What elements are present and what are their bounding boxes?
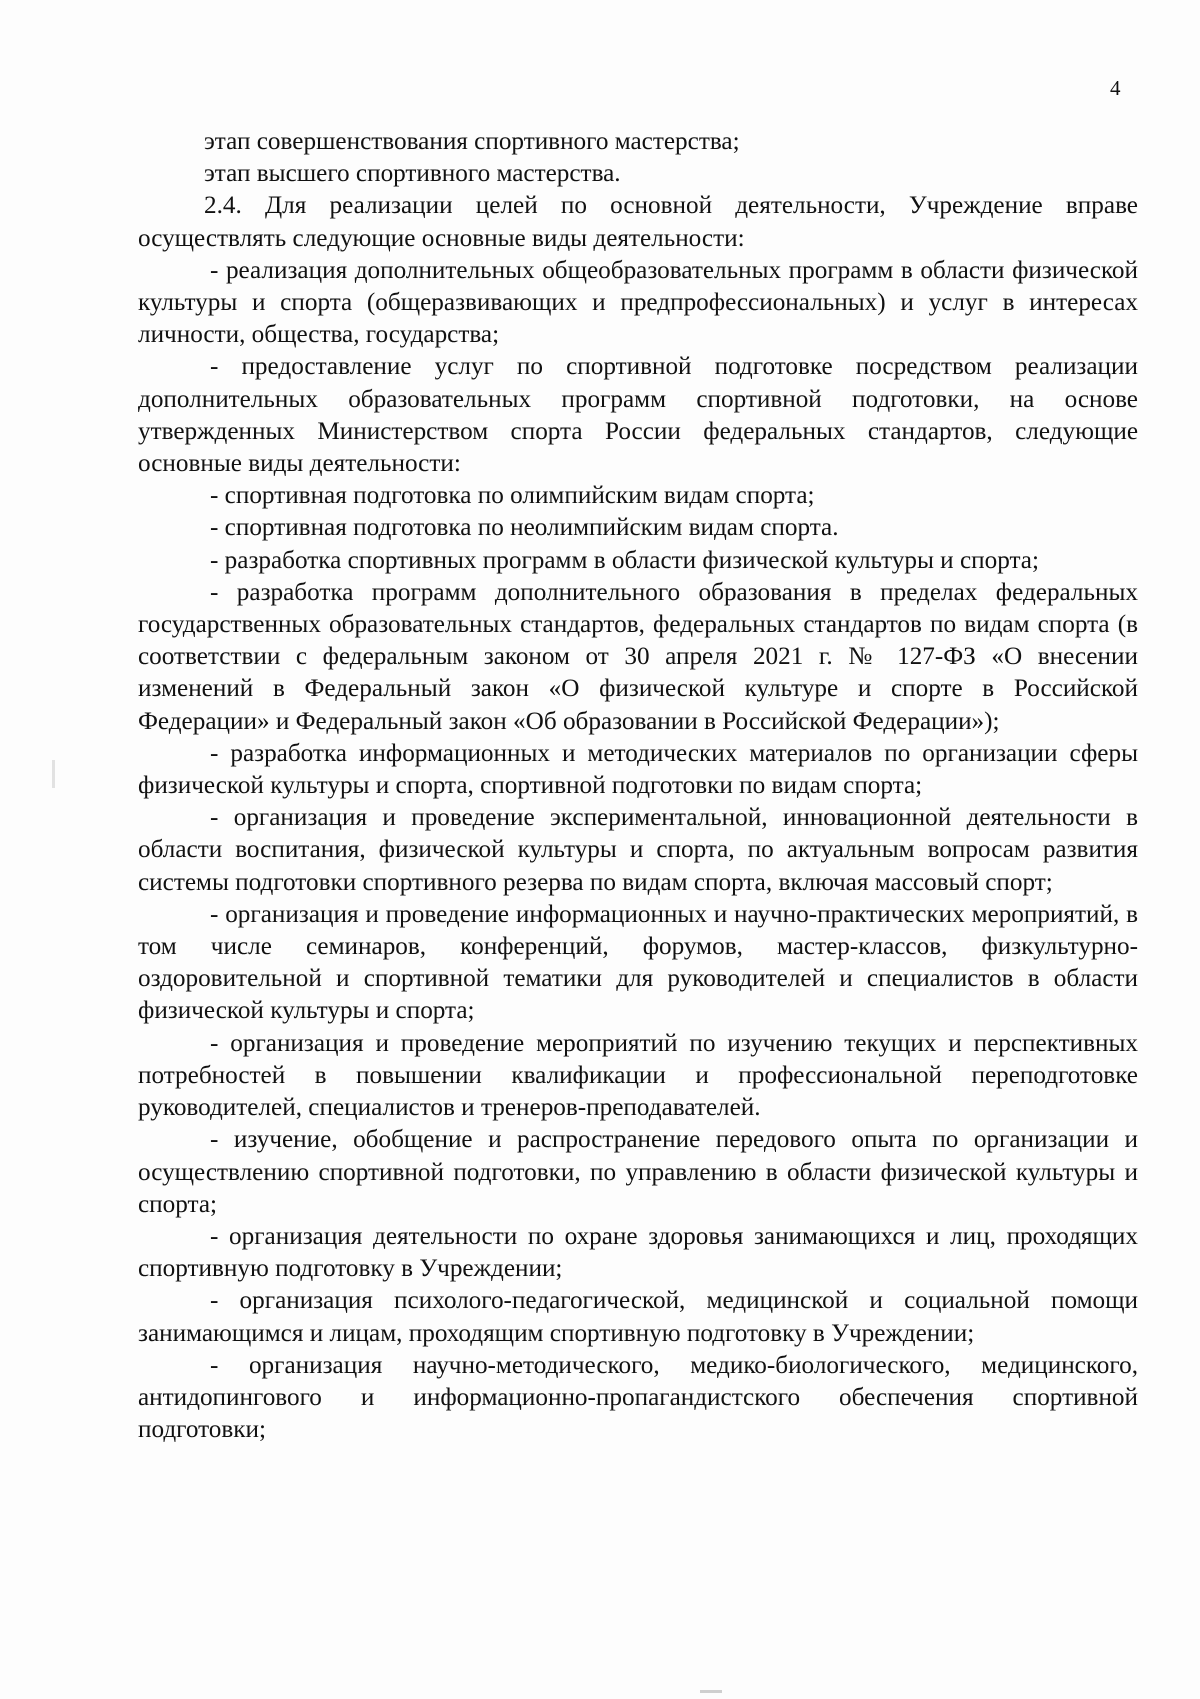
paragraph-14: - изучение, обобщение и распространение передового опыта по организации и осуществлению спортивной подготовки, по управлению в области физической культуры и спорта; [138, 1126, 1138, 1218]
scan-mark-left [52, 760, 55, 788]
document-body [138, 126, 1138, 1446]
paragraph-8: - разработка спортивных программ в области физической культуры и спорта; [210, 546, 1039, 574]
paragraph-9: - разработка программ дополнительного образования в пределах федеральных государственных образовательных стандартов, федеральных стандартов по видам спорта (в соответствии с федеральным законом от 30 апреля 2021 г. № 127-ФЗ «О внесении изменений в Федеральный закон «О физической культуре и спорте в Российской Федерации» и Федеральный закон «Об образовании в Российской Федерации»); [138, 578, 1138, 735]
paragraph-3: 2.4. Для реализации целей по основной деятельности, Учреждение вправе осуществлять следующие основные виды деятельности: [138, 192, 1138, 252]
paragraph-16: - организация психолого-педагогической, медицинской и социальной помощи занимающимся и лицам, проходящим спортивную подготовку в Учреждении; [138, 1287, 1138, 1347]
paragraph-1: этап совершенствования спортивного мастерства; [204, 128, 740, 155]
paragraph-7: - спортивная подготовка по неолимпийским видам спорта. [210, 514, 839, 542]
paragraph-6: - спортивная подготовка по олимпийским видам спорта; [210, 482, 815, 510]
paragraph-10: - разработка информационных и методических материалов по организации сферы физической культуры и спорта, спортивной подготовки по видам спорта; [138, 739, 1138, 800]
paragraph-4: - реализация дополнительных общеобразовательных программ в области физической культуры и спорта (общеразвивающих и предпрофессиональных) и услуг в интересах личности, общества, государства; [138, 256, 1138, 349]
paragraph-2: этап высшего спортивного мастерства. [204, 160, 621, 188]
paragraph-12: - организация и проведение информационных и научно-практических мероприятий, в том числе семинаров, конференций, форумов, мастер-классов, физкультурно-оздоровительной и спортивной тематики для руководителей и специалистов в области физической культуры и спорта; [138, 900, 1138, 1025]
paragraph-17: - организация научно-методического, медико-биологического, медицинского, антидопингового и информационно-пропагандистского обеспечения спортивной подготовки; [138, 1351, 1138, 1444]
paragraph-13: - организация и проведение мероприятий по изучению текущих и перспективных потребностей в повышении квалификации и профессиональной переподготовке руководителей, специалистов и тренеров-преподавателей. [138, 1029, 1138, 1122]
scan-mark-bottom [700, 1690, 722, 1693]
page-number: 4 [1110, 76, 1121, 100]
paragraph-11: - организация и проведение экспериментальной, инновационной деятельности в области воспитания, физической культуры и спорта, по актуальным вопросам развития системы подготовки спортивного резерва по видам спорта, включая массовый спорт; [138, 804, 1138, 896]
paragraph-15: - организация деятельности по охране здоровья занимающихся и лиц, проходящих спортивную подготовку в Учреждении; [138, 1222, 1138, 1283]
paragraph-5: - предоставление услуг по спортивной подготовке посредством реализации дополнительных образовательных программ спортивной подготовки, на основе утвержденных Министерством спорта России федеральных стандартов, следующие основные виды деятельности: [138, 353, 1138, 478]
